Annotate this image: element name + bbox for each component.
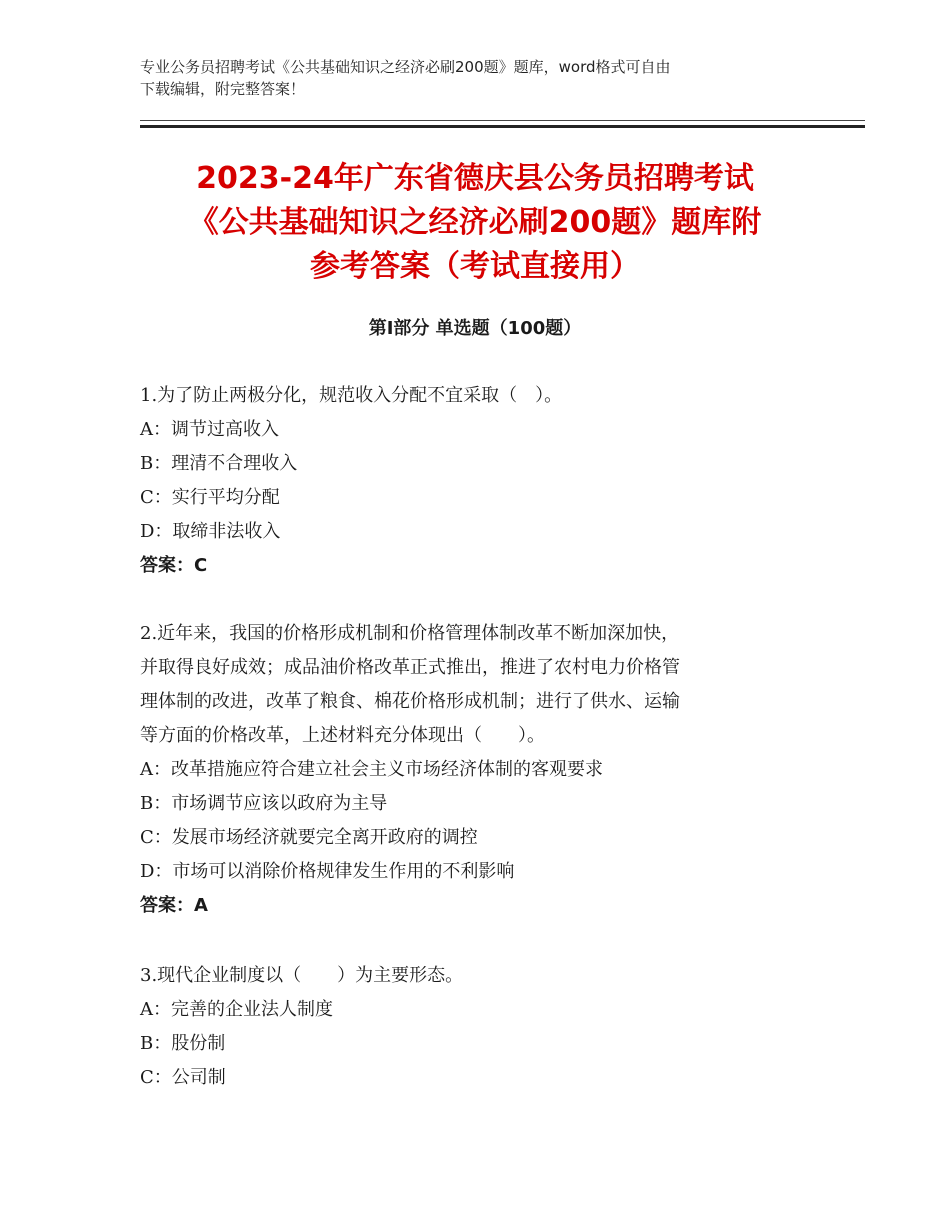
option-d: D：取缔非法收入 [140,521,281,542]
option-b: B：股份制 [140,1033,226,1054]
question-stem: 1.为了防止两极分化，规范收入分配不宜采取（ ）。 [140,385,563,406]
question-3 [140,959,820,1095]
header-divider-thick [140,125,865,128]
answer: 答案：C [140,555,208,576]
option-c: C：公司制 [140,1067,226,1088]
section-heading: 第Ⅰ部分 单选题（100题） [368,318,582,339]
title-line-3: 参考答案（考试直接用） [310,249,640,284]
header-note [140,56,820,100]
header-note-line-2: 下载编辑，附完整答案！ [140,80,306,98]
option-b: B：理清不合理收入 [140,453,298,474]
option-a: A：改革措施应符合建立社会主义市场经济体制的客观要求 [140,759,603,780]
option-b: B：市场调节应该以政府为主导 [140,793,388,814]
question-stem: 3.现代企业制度以（ ）为主要形态。 [140,965,464,986]
question-stem-line-4: 等方面的价格改革，上述材料充分体现出（ ）。 [140,725,545,746]
answer: 答案：A [140,895,208,916]
option-a: A：调节过高收入 [140,419,279,440]
option-a: A：完善的企业法人制度 [140,999,333,1020]
title-line-1: 2023-24年广东省德庆县公务员招聘考试 [196,161,754,196]
option-c: C：实行平均分配 [140,487,280,508]
question-stem-line-2: 并取得良好成效；成品油价格改革正式推出，推进了农村电力价格管 [140,657,680,678]
title-line-2: 《公共基础知识之经济必刷200题》题库附 [188,205,762,240]
option-d: D：市场可以消除价格规律发生作用的不利影响 [140,861,515,882]
header-note-line-1: 专业公务员招聘考试《公共基础知识之经济必刷200题》题库，word格式可自由 [140,58,671,76]
document-title [120,157,830,289]
option-c: C：发展市场经济就要完全离开政府的调控 [140,827,478,848]
question-1 [140,379,820,583]
question-stem-line-3: 理体制的改进，改革了粮食、棉花价格形成机制；进行了供水、运输 [140,691,680,712]
header-divider-thin [140,120,865,121]
question-stem-line-1: 2.近年来，我国的价格形成机制和价格管理体制改革不断加深加快， [140,623,680,644]
question-2 [140,617,820,923]
